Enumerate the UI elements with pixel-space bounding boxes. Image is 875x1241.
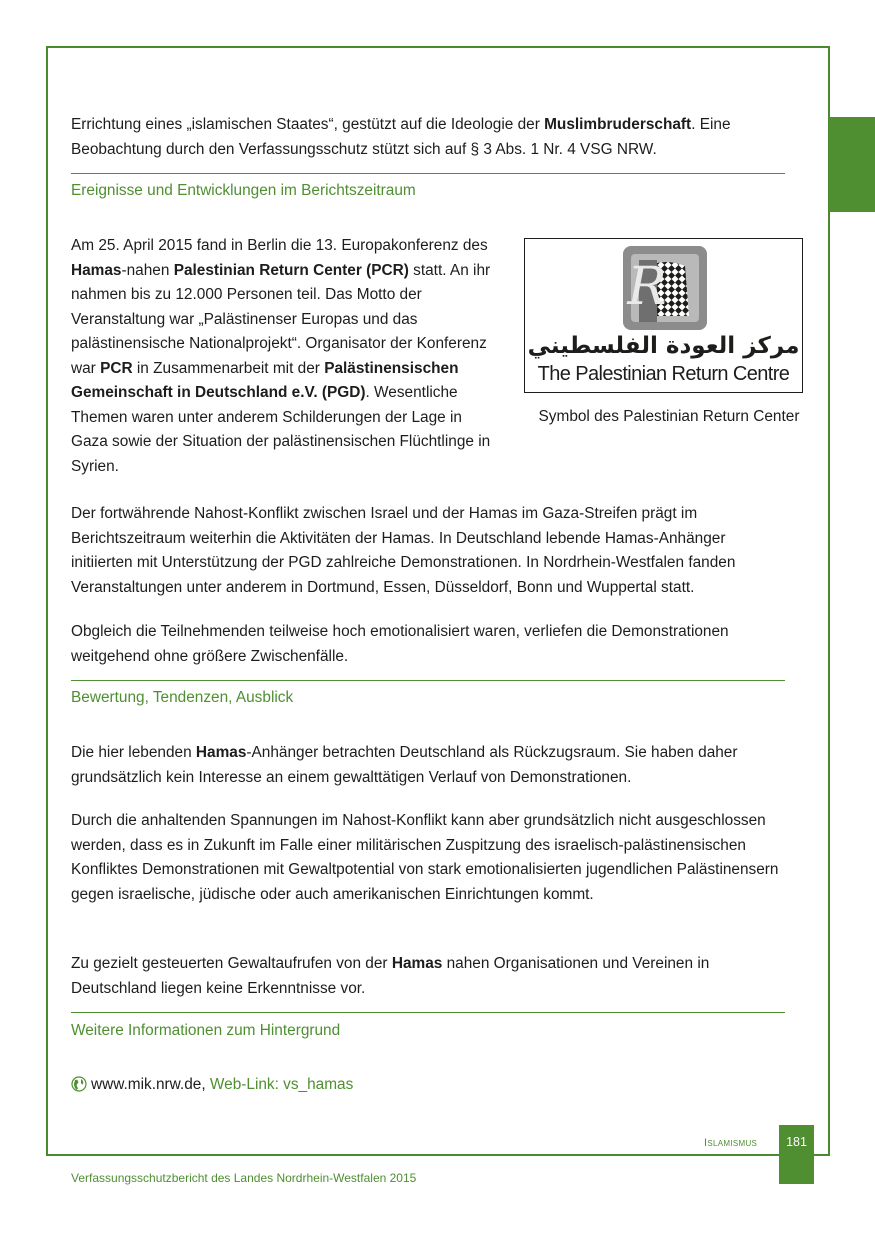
calls-paragraph [71,952,786,1001]
logo-english-text: The Palestinian Return Centre [537,363,790,385]
bold-term: Hamas [391,955,443,972]
web-links [71,1075,353,1095]
conflict-paragraph: Der fortwährende Nahost-Konflikt zwischen Israel und der Hamas im Gaza-Streifen prägt im Berichtszeitraum weiterhin die Aktivitäten der Hamas. In Deutschland lebende Hamas-Anhänger initiierten mit Unterstützung der PGD zahlreiche Demonstrationen. In Nordrhein-Westfalen fanden Veranstaltungen unter anderem in Dortmund, Essen, Düsseldorf, Bonn und Wuppertal statt. [71,505,736,596]
text: in Zusammenarbeit mit der [132,359,325,377]
text: -nahen [121,261,174,279]
bold-term: Hamas [71,261,122,279]
prc-logo [524,238,803,393]
text: -Anhänger betrachten Deutschland als Rückzugsraum. Sie haben daher grundsätzlich kein Interesse an einem gewalttätigen Verlauf von Demonstrationen. [71,744,738,786]
text: Errichtung eines „islamischen Staates“, gestützt auf die Ideologie der [71,116,545,133]
page-number: 181 [779,1125,814,1184]
bold-term: Palestinian Return Center (PCR) [173,261,409,279]
section-title-more: Weitere Informationen zum Hintergrund [71,1022,341,1039]
tensions-paragraph: Durch die anhaltenden Spannungen im Nahost-Konflikt kann aber grundsätzlich nicht ausgeschlossen werden, dass es in Zukunft im Falle einer militärischen Zuspitzung des israelisch-palästinensischen Konfliktes Demonstrationen mit Gewaltpotential von stark emotionalisierten jugendlichen Palästinensern gegen israelische, jüdische oder auch amerikanischen Einrichtungen kommt. [71,812,779,903]
svg-text:R: R [627,257,667,317]
logo-arabic-text: مركز العودة الفلسطيني [527,333,800,359]
section-title-events: Ereignisse und Entwicklungen im Berichtszeitraum [71,182,416,199]
text: statt. An ihr nahmen bis zu 12.000 Personen teil. Das Motto der Veranstaltung war „Palästinenser Europas und das palästinensische Nationalprojekt“. Organisator der Konferenz war [71,261,491,377]
text: Zu gezielt gesteuerten Gewaltaufrufen von der [71,955,392,972]
text: . Wesentliche Themen waren unter anderem Schilderungen der Lage in Gaza sowie der Situation der palästinensischen Flüchtlinge in Syrien. [71,384,491,475]
bold-term: Hamas [195,744,247,761]
section-divider [71,173,785,174]
retreat-paragraph [71,741,786,790]
bold-term: PCR [100,359,133,377]
footer-title: Verfassungsschutzbericht des Landes Nordrhein-Westfalen 2015 [71,1171,417,1185]
bold-term: Palästinensischen Gemeinschaft in Deutschland e.V. (PGD) [71,359,459,401]
intro-paragraph [71,113,786,162]
text: Am 25. April 2015 fand in Berlin die 13. Europakonferenz des [71,237,488,254]
text: nahen Organisationen und Vereinen in Deutschland liegen keine Erkenntnisse vor. [71,955,710,997]
chapter-label: Islamismus [704,1137,758,1149]
web-link[interactable]: Web-Link: vs_hamas [209,1076,354,1093]
conference-paragraph [71,234,496,479]
demos-paragraph: Obgleich die Teilnehmenden teilweise hoch emotionalisiert waren, verliefen die Demonstrationen weitgehend ohne größere Zwischenfälle. [71,623,729,665]
site-url[interactable]: www.mik.nrw.de, [91,1076,206,1093]
chapter-side-tab [829,117,875,212]
logo-caption: Symbol des Palestinian Return Center [538,408,800,425]
prc-emblem-icon [619,244,711,332]
section-divider [71,680,785,681]
section-title-assessment: Bewertung, Tendenzen, Ausblick [71,689,294,706]
bold-term: Muslimbruderschaft [544,116,692,133]
globe-icon [71,1076,87,1092]
section-divider [71,1012,785,1013]
text: . Eine Beobachtung durch den Verfassungsschutz stützt sich auf § 3 Abs. 1 Nr. 4 VSG NRW. [71,116,731,158]
text: Die hier lebenden [71,744,196,761]
